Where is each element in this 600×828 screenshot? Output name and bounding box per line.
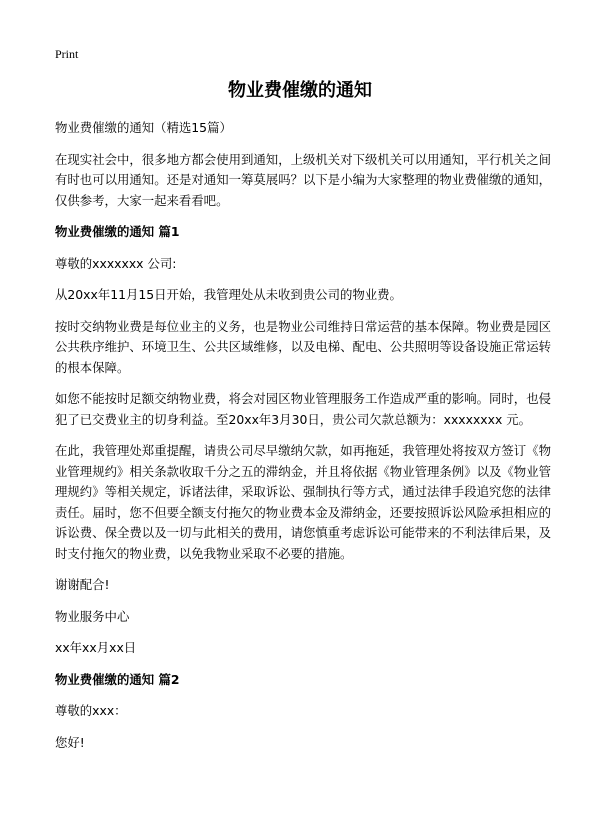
salutation-2: 尊敬的xxx： (55, 703, 127, 718)
document-body (55, 118, 551, 764)
date-line: xx年xx月xx日 (55, 640, 137, 655)
section-heading-2: 物业费催缴的通知 篇2 (55, 671, 180, 687)
paragraph-impact: 如您不能按时足额交纳物业费，将会对园区物业管理服务工作造成严重的影响。同时，也侵犯了已交费业主的切身利益。至20xx年3月30日，贵公司欠款总额为：xxxxxxxx 元。 (55, 391, 551, 427)
greeting-line: 您好! (55, 734, 85, 750)
print-link[interactable]: Print (55, 47, 79, 61)
signature-line: 物业服务中心 (55, 608, 130, 624)
salutation-1: 尊敬的xxxxxxx 公司: (55, 255, 177, 271)
thanks-line: 谢谢配合! (55, 577, 110, 592)
section-heading-1: 物业费催缴的通知 篇1 (55, 224, 180, 239)
paragraph-obligation: 按时交纳物业费是每位业主的义务，也是物业公司维持日常运营的基本保障。物业费是园区公共秩序维护、环境卫生、公共区域维修，以及电梯、配电、公共照明等设备设施正常运转的根本保障。 (55, 318, 551, 375)
intro-paragraph: 在现实社会中，很多地方都会使用到通知，上级机关对下级机关可以用通知，平行机关之间有时也可以用通知。还是对通知一筹莫展吗？以下是小编为大家整理的物业费催缴的通知，仅供参考，大家一起来看看吧。 (55, 151, 551, 208)
paragraph-warning: 在此，我管理处郑重提醒，请贵公司尽早缴纳欠款，如再拖延，我管理处将按双方签订《物业管理规约》相关条款收取千分之五的滞纳金，并且将依据《物业管理条例》以及《物业管理规约》等相关规定，诉诸法律，采取诉讼、强制执行等方式，通过法律手段追究您的法律责任。届时，您不但要全额支付拖欠的物业费本金及滞纳金，还要按照诉讼风险承担相应的诉讼费、保全费以及一切与此相关的费用，请您慎重考虑诉讼可能带来的不利法律后果，及时支付拖欠的物业费，以免我物业采取不必要的措施。 (55, 443, 551, 561)
paragraph-start-date: 从20xx年11月15日开始，我管理处从未收到贵公司的物业费。 (55, 287, 402, 302)
intro-subtitle: 物业费催缴的通知（精选15篇） (55, 120, 232, 135)
page-title: 物业费催缴的通知 (228, 80, 372, 101)
